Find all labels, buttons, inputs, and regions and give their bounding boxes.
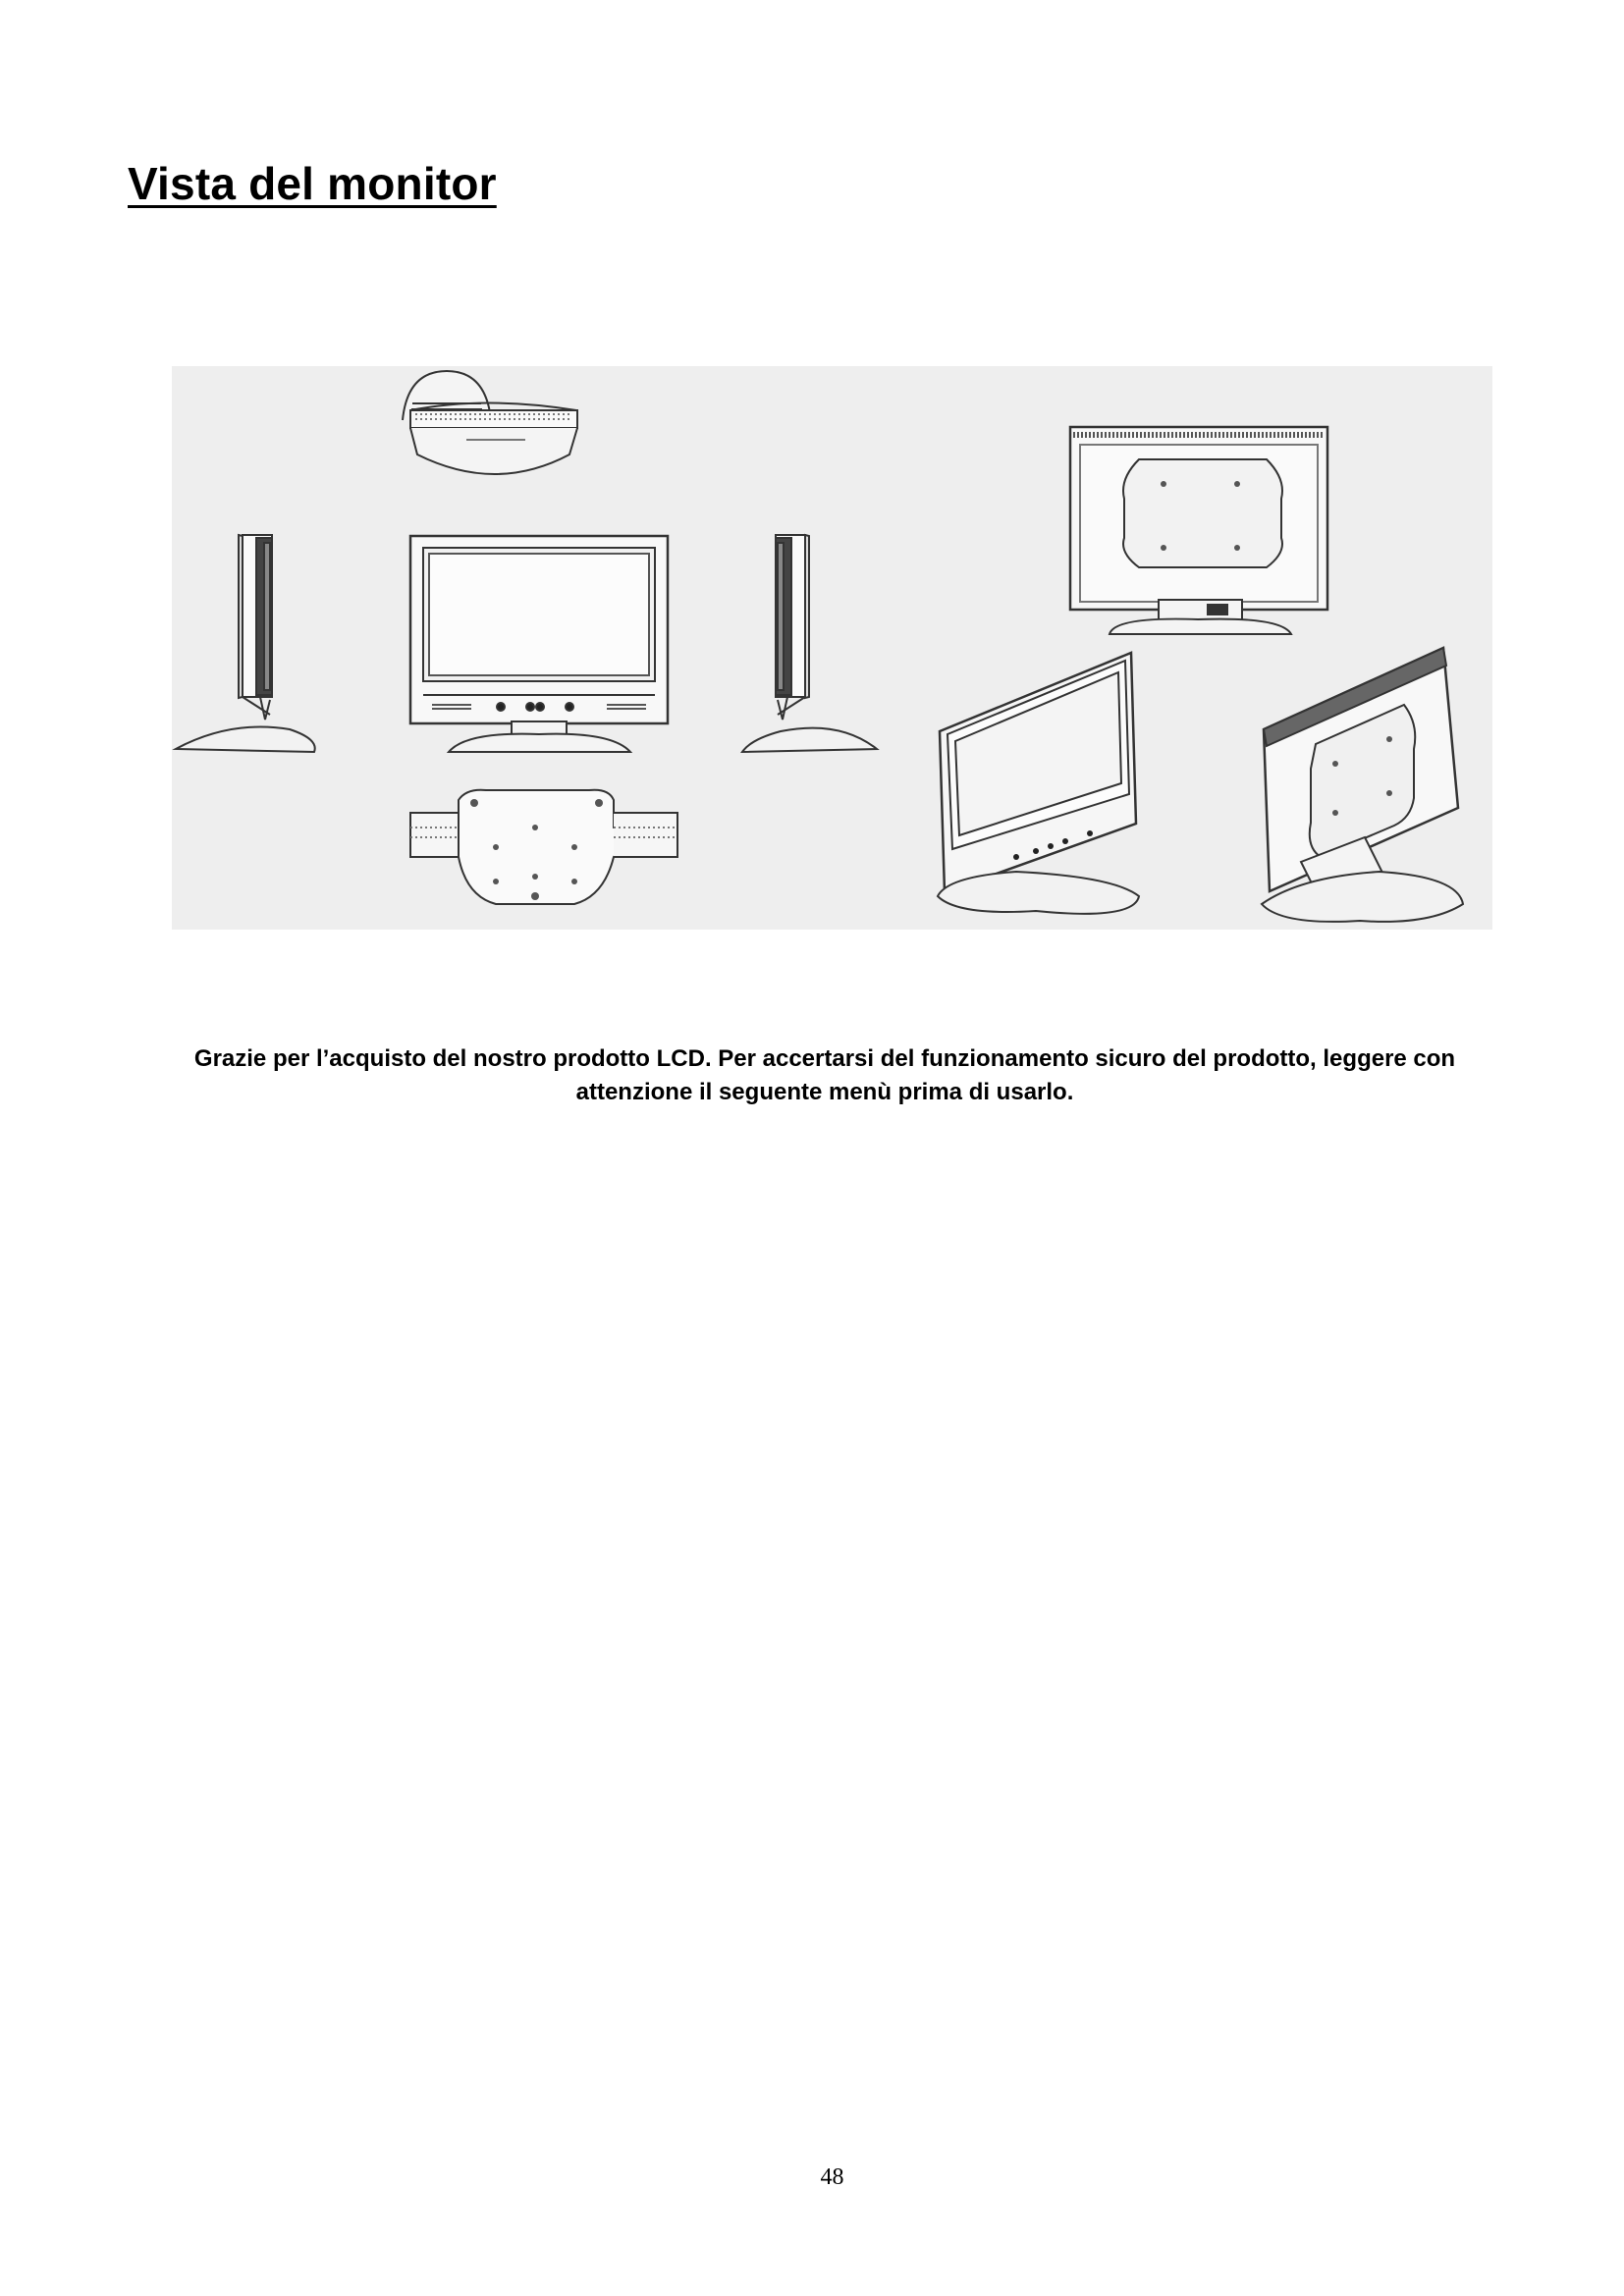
monitor-rear-perspective-view bbox=[1262, 648, 1463, 922]
monitor-rear-view bbox=[1070, 427, 1327, 634]
monitor-bottom-view bbox=[410, 790, 677, 904]
monitor-front-perspective-view bbox=[938, 653, 1139, 914]
page-number: 48 bbox=[820, 2164, 844, 2190]
monitor-top-view bbox=[403, 371, 577, 474]
monitor-front-view bbox=[410, 536, 668, 752]
monitor-views-figure bbox=[172, 366, 1492, 930]
monitor-right-side-view bbox=[742, 535, 877, 752]
intro-text: Grazie per l’acquisto del nostro prodotto LCD. Per accertarsi del funzionamento sicuro del prodotto, leggere con attenzione il seguente menù prima di usarlo. bbox=[193, 1045, 1456, 1105]
monitor-left-side-view bbox=[176, 535, 315, 752]
page-title: Vista del monitor bbox=[128, 158, 497, 209]
